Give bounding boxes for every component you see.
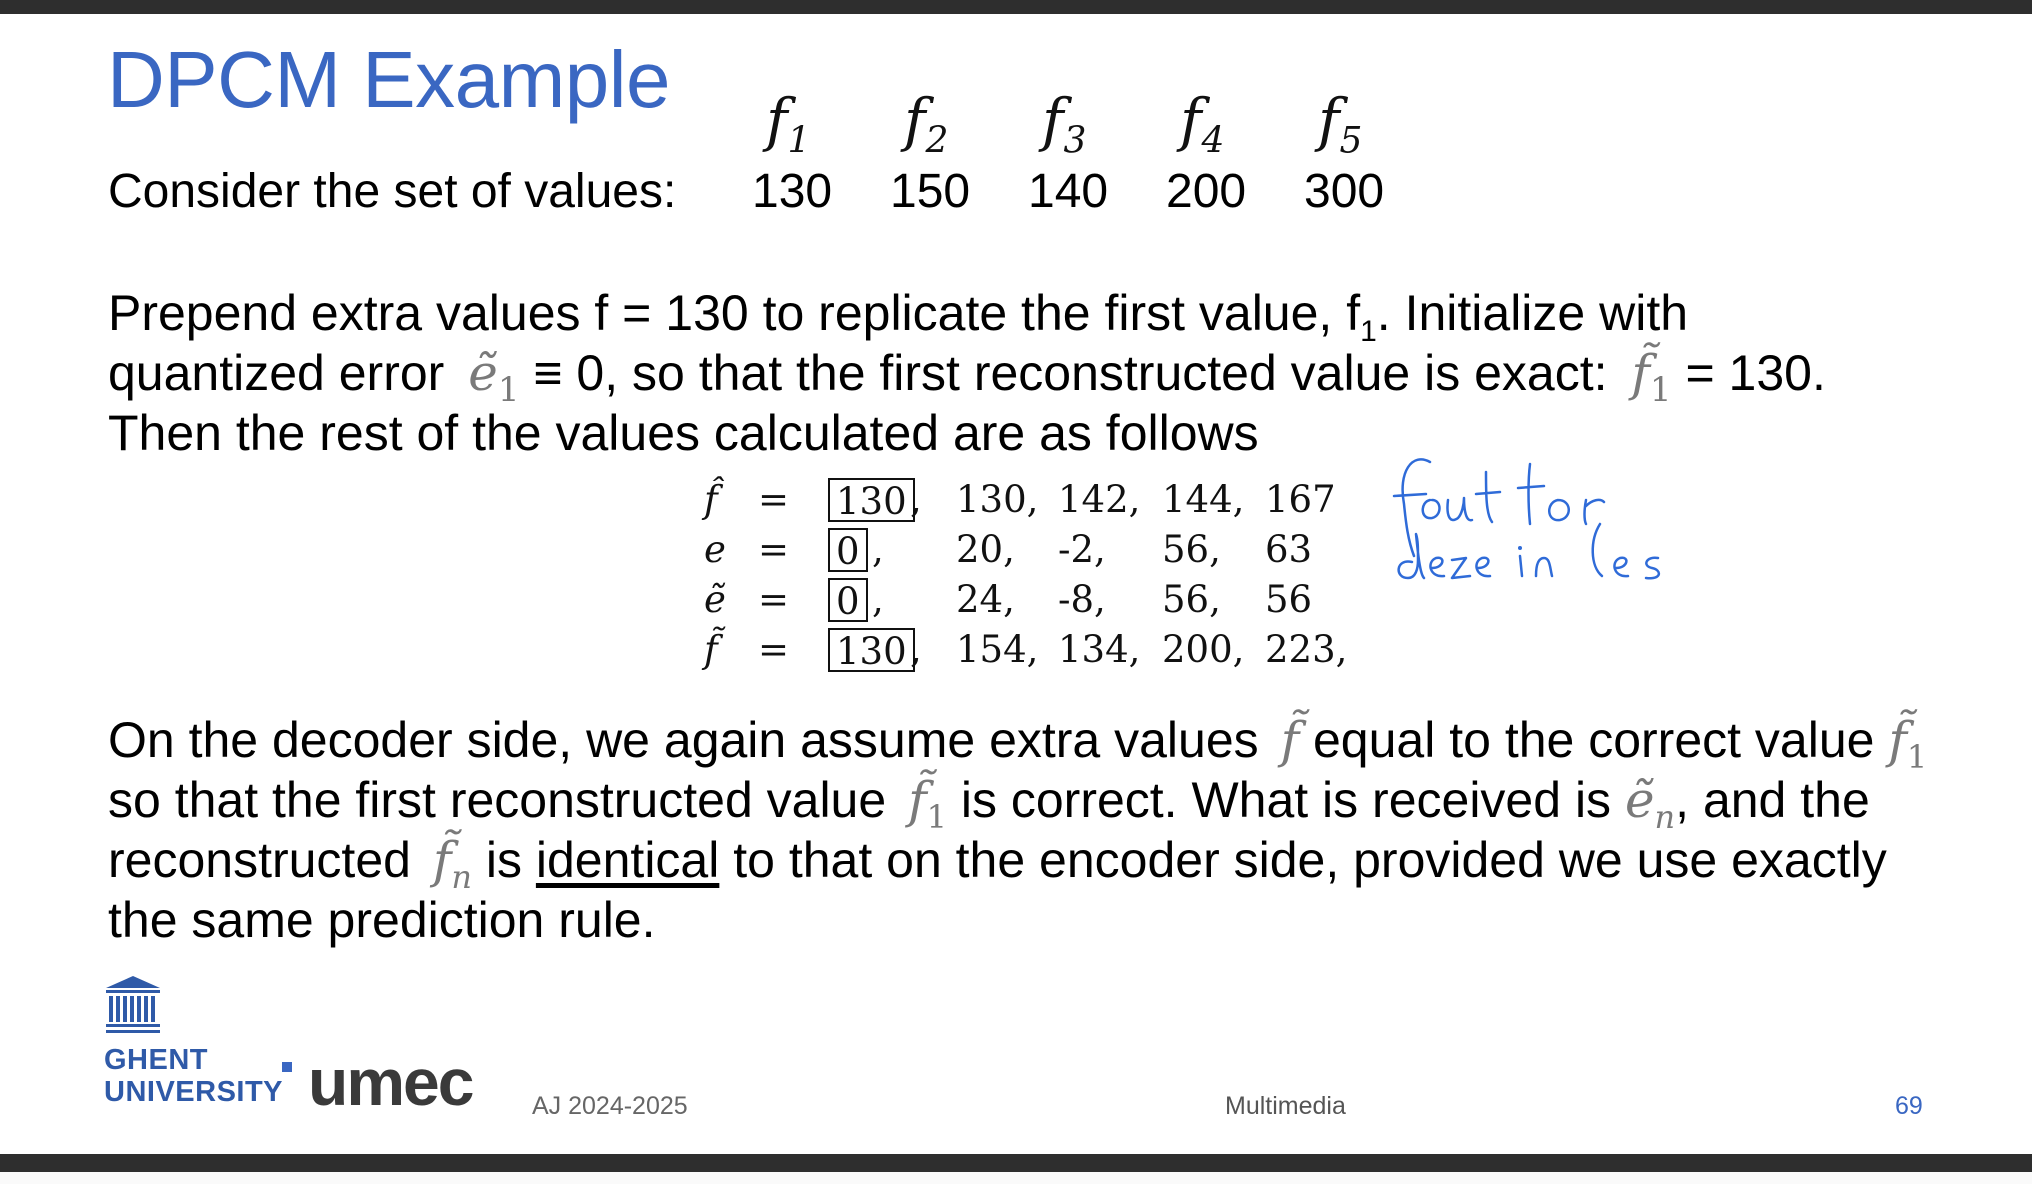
- para1-line2-b: ≡ 0, so that the first reconstructed value is exact:: [533, 345, 1608, 401]
- f-tilde-sub: 1: [1906, 738, 1928, 776]
- boxed-value: 0: [828, 578, 868, 622]
- para2-line4: the same prediction rule.: [108, 892, 656, 948]
- eq-symbol: f̂: [704, 478, 718, 521]
- handwritten-note: [1390, 444, 1730, 584]
- para2-line2-c: , and the: [1675, 772, 1870, 828]
- error-symbol: ẽ: [468, 344, 498, 402]
- f-header-3: $f_3$: [1042, 86, 1087, 162]
- eq-cell: 56,: [1162, 578, 1221, 621]
- eq-symbol: e: [704, 528, 726, 571]
- imec-dot: [282, 1062, 292, 1072]
- slide: [0, 14, 2032, 1154]
- f-value-1: 130: [752, 165, 833, 218]
- f-tilde-symbol-sub: 1: [1649, 370, 1672, 410]
- ghent-line: GHENT: [104, 1044, 208, 1076]
- eq-equals: =: [758, 528, 790, 571]
- f-tilde-sub: n: [451, 858, 472, 896]
- para1-line1-b: . Initialize with: [1376, 285, 1689, 341]
- eq-cell: 63: [1265, 528, 1313, 571]
- f-tilde-sub: 1: [926, 798, 947, 836]
- para2-line1-b: equal to the correct value: [1313, 712, 1875, 768]
- eq-cell: -8,: [1058, 578, 1106, 621]
- imec-logo: umec: [308, 1045, 473, 1119]
- para1-line1-sub: 1: [1360, 315, 1377, 348]
- para2-line3-c: to that on the encoder side, provided we use exactly: [733, 832, 1887, 888]
- f-header-3-sub: 3: [1063, 120, 1087, 162]
- boxed-value: 130: [828, 478, 915, 522]
- para2-line1-a: On the decoder side, we again assume extra values: [108, 712, 1259, 768]
- f-tilde-symbol: f̃: [1631, 344, 1650, 402]
- eq-equals: =: [758, 478, 790, 521]
- eq-cell: 56: [1265, 578, 1313, 621]
- ghent-university-logo: [104, 1044, 283, 1108]
- para1-line1-a: Prepend extra values f = 130 to replicate the first value, f: [108, 285, 1361, 341]
- university-line: UNIVERSITY: [104, 1076, 284, 1108]
- f-tilde-symbol: f̃: [432, 831, 452, 889]
- eq-cell: 142,: [1058, 478, 1141, 521]
- slide-title: DPCM Example: [107, 35, 671, 124]
- eq-comma: ,: [910, 628, 922, 671]
- f-header-1: $f_1$: [766, 86, 811, 162]
- eq-symbol: ẽ: [704, 578, 726, 621]
- f-tilde-symbol: f̃: [908, 771, 927, 829]
- f-header-5: $f_5$: [1318, 86, 1363, 162]
- equation-row-etilde: [700, 578, 1350, 628]
- eq-cell: 130,: [956, 478, 1039, 521]
- eq-comma: ,: [872, 528, 884, 571]
- para2-line2: [108, 771, 1870, 836]
- para1-line2: [108, 344, 1826, 410]
- e-tilde-symbol: ẽ: [1624, 771, 1655, 829]
- f-value-2: 150: [890, 165, 971, 218]
- para1-line2-a: quantized error: [108, 345, 445, 401]
- footer-year: AJ 2024-2025: [532, 1092, 688, 1120]
- para2-line3-a: reconstructed: [108, 832, 411, 888]
- top-bar: [0, 0, 2032, 14]
- f-value-4: 200: [1166, 165, 1247, 218]
- eq-symbol: f̃: [704, 628, 718, 671]
- f-value-3: 140: [1028, 165, 1109, 218]
- para2-line3: [108, 831, 1887, 896]
- equation-row-ftilde: [700, 628, 1350, 678]
- f-header-2-sub: 2: [925, 120, 949, 162]
- eq-cell: 144,: [1162, 478, 1245, 521]
- e-tilde-sub: n: [1654, 798, 1676, 836]
- f-header-5-sub: 5: [1339, 120, 1363, 162]
- eq-cell: 223,: [1265, 628, 1348, 671]
- f-header-1-sub: 1: [787, 120, 811, 162]
- f-tilde-symbol: f̃: [1888, 711, 1907, 769]
- equation-row-fhat: [700, 478, 1350, 528]
- eq-cell: -2,: [1058, 528, 1106, 571]
- equation-row-e: [700, 528, 1350, 578]
- error-symbol-sub: 1: [497, 370, 520, 410]
- para2-line1: [108, 711, 1927, 776]
- eq-cell: 20,: [956, 528, 1015, 571]
- footer-course: Multimedia: [1225, 1092, 1346, 1120]
- f-header-4-sub: 4: [1201, 120, 1225, 162]
- para2-line2-a: so that the first reconstructed value: [108, 772, 887, 828]
- para2-line3-b: is: [485, 832, 522, 888]
- eq-cell: 200,: [1162, 628, 1245, 671]
- boxed-value: 0: [828, 528, 868, 572]
- f-header-2: $f_2$: [904, 86, 949, 162]
- eq-cell: 167: [1265, 478, 1336, 521]
- eq-comma: ,: [910, 478, 922, 521]
- eq-cell: 154,: [956, 628, 1039, 671]
- para1-line3: Then the rest of the values calculated are as follows: [108, 405, 1259, 461]
- consider-label: Consider the set of values:: [108, 165, 677, 218]
- eq-equals: =: [758, 628, 790, 671]
- page-number: 69: [1895, 1092, 1923, 1120]
- para2-line2-b: is correct. What is received is: [960, 772, 1612, 828]
- eq-equals: =: [758, 578, 790, 621]
- eq-comma: ,: [872, 578, 884, 621]
- eq-cell: 24,: [956, 578, 1015, 621]
- eq-cell: 56,: [1162, 528, 1221, 571]
- f-header-4: $f_4$: [1180, 86, 1225, 162]
- f-value-5: 300: [1304, 165, 1385, 218]
- ghent-university-logo-icon: [104, 974, 162, 1034]
- para1-line2-c: = 130.: [1685, 345, 1826, 401]
- f-tilde-symbol: f̃: [1280, 711, 1300, 769]
- boxed-value: 130: [828, 628, 915, 672]
- next-slide-strip: [0, 1172, 2032, 1184]
- eq-cell: 134,: [1058, 628, 1141, 671]
- identical-word: identical: [535, 832, 720, 888]
- para1-line1: [108, 284, 1688, 349]
